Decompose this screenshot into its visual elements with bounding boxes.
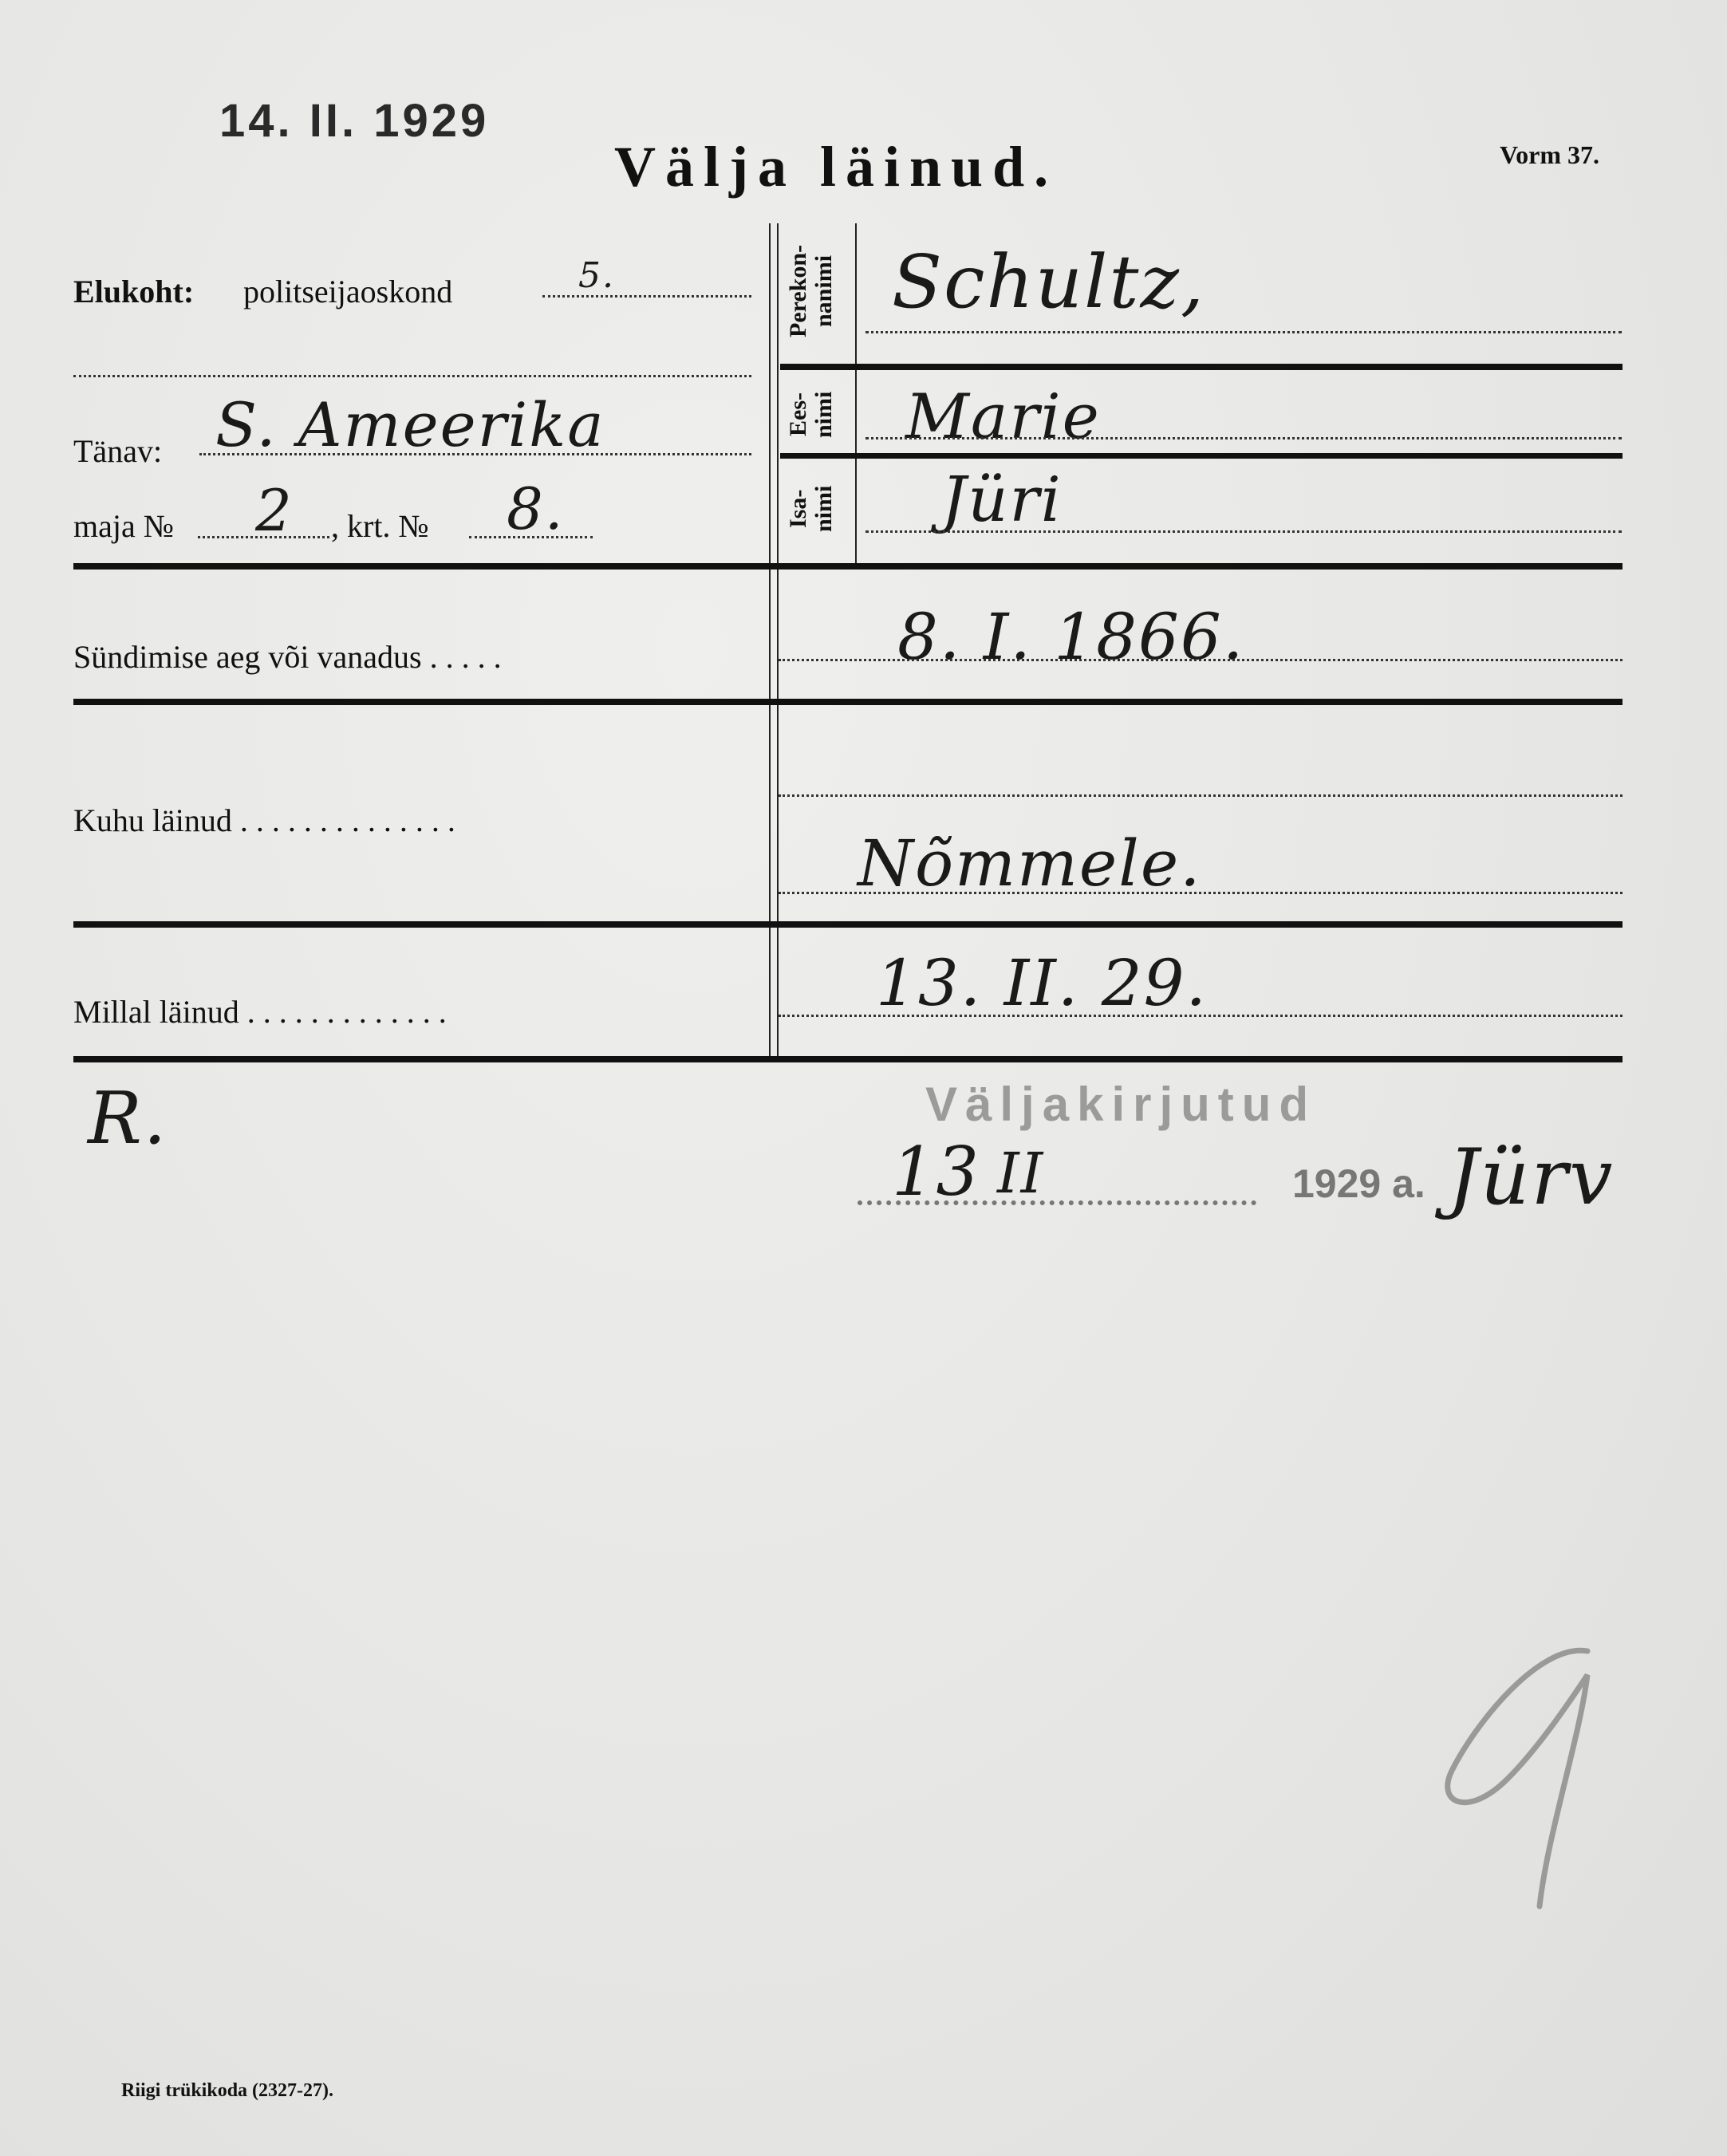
birth-label: Sündimise aeg või vanadus . . . . . <box>73 639 502 675</box>
stamp-day-value: 13 <box>892 1133 980 1211</box>
surname-dotted-line <box>865 331 1622 333</box>
surname-separator <box>780 364 1623 370</box>
birth-dotted-line <box>779 659 1623 661</box>
departed-value: 13. II. 29. <box>876 946 1208 1020</box>
house-value: 2 <box>255 477 294 544</box>
patronymic-label: Isa- nimi <box>785 485 837 533</box>
destination-dotted-line-bottom <box>779 892 1623 894</box>
street-value: S. Ameerika <box>215 389 605 460</box>
apartment-value: 8. <box>507 475 565 542</box>
firstname-separator <box>780 453 1623 459</box>
residence-label: Elukoht: <box>73 274 195 309</box>
firstname-label: Ees- nimi <box>785 391 837 439</box>
surname-value: Schultz, <box>892 239 1206 325</box>
destination-label: Kuhu läinud . . . . . . . . . . . . . . <box>73 802 455 838</box>
stamp-dotted-line <box>858 1200 1256 1205</box>
residence-dotted-line <box>73 375 751 377</box>
destination-value: Nõmmele. <box>858 826 1202 901</box>
column-divider-right <box>777 223 779 1057</box>
date-stamp: 14. II. 1929 <box>219 95 490 147</box>
section-separator-1 <box>73 563 1623 570</box>
firstname-value: Marie <box>905 381 1101 453</box>
destination-dotted-line-top <box>779 794 1623 797</box>
house-label: maja № <box>73 508 174 544</box>
departed-label: Millal läinud . . . . . . . . . . . . . <box>73 994 447 1030</box>
district-value: 5. <box>578 255 615 296</box>
pencil-mark <box>1420 1627 1627 1914</box>
stamp-month-value: II <box>997 1141 1045 1206</box>
street-label: Tänav: <box>73 433 163 469</box>
surname-label: Perekon- nanimi <box>785 244 837 338</box>
section-separator-2 <box>73 699 1623 705</box>
column-divider-left <box>769 223 771 1057</box>
patronymic-dotted-line <box>865 530 1622 533</box>
section-separator-3 <box>73 921 1623 928</box>
signature: Jürv <box>1448 1133 1615 1222</box>
patronymic-value: Jüri <box>941 464 1063 536</box>
written-out-stamp: Väljakirjutud <box>925 1078 1317 1131</box>
name-label-divider <box>855 223 857 565</box>
printer-footer: Riigi trükikoda (2327-27). <box>121 2080 334 2101</box>
apartment-label: , krt. № <box>331 508 429 544</box>
district-label: politseijaoskond <box>243 274 453 309</box>
stamp-year: 1929 a. <box>1292 1161 1425 1206</box>
birth-value: 8. I. 1866. <box>897 600 1245 674</box>
form-number: Vorm 37. <box>1500 140 1600 169</box>
district-dotted-line <box>542 295 751 298</box>
form-title: Välja läinud. <box>614 135 1059 199</box>
note-initial: R. <box>88 1077 168 1161</box>
section-separator-4 <box>73 1056 1623 1062</box>
firstname-dotted-line <box>865 437 1622 439</box>
departed-dotted-line <box>779 1015 1623 1017</box>
